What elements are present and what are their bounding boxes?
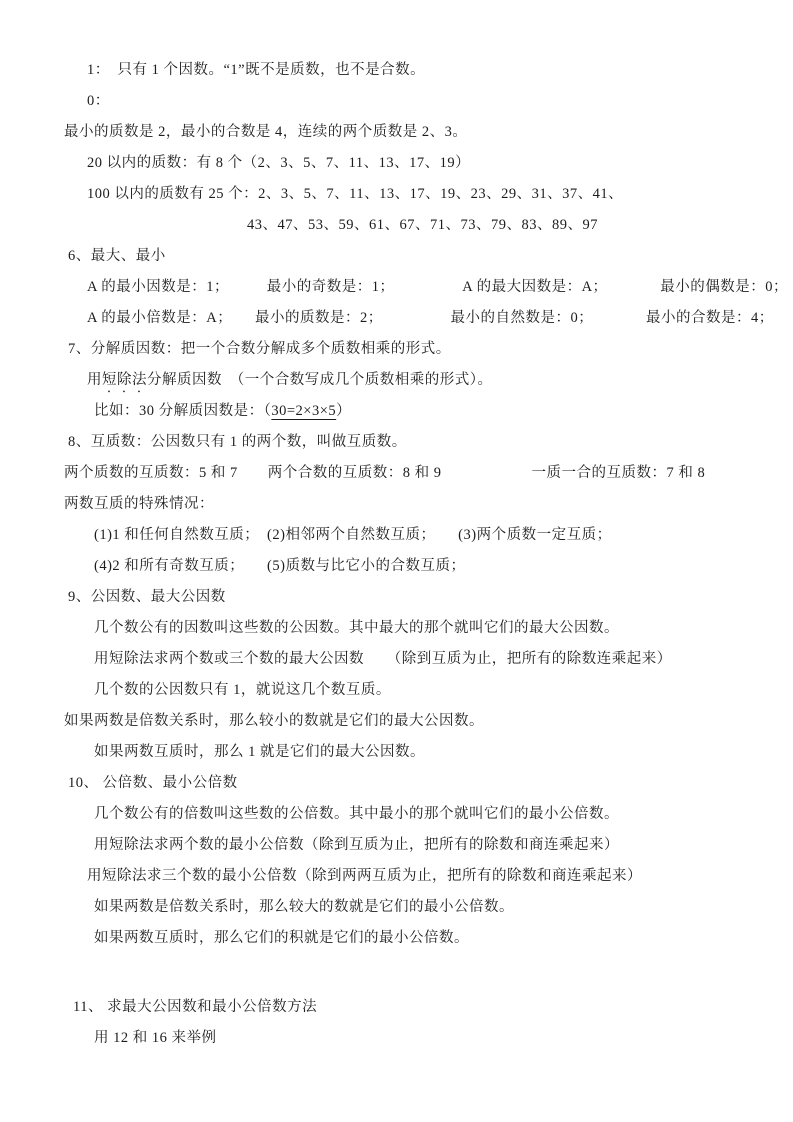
doc-line: A 的最小倍数是：A； 最小的质数是：2； 最小的自然数是：0； 最小的合数是：4；: [87, 310, 774, 326]
doc-line-prime-list-continuation: 43、47、53、59、61、67、71、73、79、83、89、97: [247, 217, 598, 233]
section-heading-7: 7、分解质因数：把一个合数分解成多个质数相乘的形式。: [68, 341, 451, 357]
doc-line: 用 12 和 16 来举例: [94, 1030, 217, 1046]
doc-line: 几个数的公因数只有 1，就说这几个数互质。: [94, 682, 391, 698]
section-heading-6: 6、最大、最小: [68, 248, 166, 264]
doc-line-short-division: [87, 365, 773, 396]
section-heading-11: 11、 求最大公因数和最小公倍数方法: [73, 999, 318, 1015]
doc-line-factorization-example: [94, 396, 773, 427]
doc-line: 用短除法求三个数的最小公倍数（除到两两互质为止，把所有的除数和商连乘起来）: [87, 868, 642, 884]
doc-line: 两数互质的特殊情况：: [64, 496, 214, 512]
doc-line: 0：: [87, 93, 110, 109]
doc-line: 如果两数互质时，那么 1 就是它们的最大公因数。: [94, 744, 425, 760]
section-heading-8: 8、互质数：公因数只有 1 的两个数，叫做互质数。: [68, 434, 407, 450]
doc-line: 100 以内的质数有 25 个：2、3、5、7、11、13、17、19、23、29、31、37、41、: [87, 186, 624, 202]
section-heading-10: 10、 公倍数、最小公倍数: [68, 775, 238, 791]
doc-text: ）: [336, 403, 352, 419]
section-heading-9: 9、公因数、最大公因数: [68, 589, 226, 605]
doc-line: (4)2 和所有奇数互质； (5)质数与比它小的合数互质；: [94, 558, 466, 574]
doc-text: 用: [87, 372, 102, 388]
doc-line: 用短除法求两个数或三个数的最大公因数 （除到互质为止，把所有的除数连乘起来）: [94, 651, 672, 667]
doc-line: 几个数公有的倍数叫这些数的公倍数。其中最小的那个就叫它们的最小公倍数。: [94, 806, 619, 822]
doc-line: 两个质数的互质数：5 和 7 两个合数的互质数：8 和 9 一质一合的互质数：7 和 8: [64, 465, 706, 481]
underlined-formula: 30=2×3×5: [271, 403, 337, 419]
doc-line: 用短除法求两个数的最小公倍数（除到互质为止，把所有的除数和商连乘起来）: [94, 837, 619, 853]
doc-line: 如果两数是倍数关系时，那么较大的数就是它们的最小公倍数。: [94, 899, 514, 915]
doc-line: (1)1 和任何自然数互质； (2)相邻两个自然数互质； (3)两个质数一定互质；: [94, 527, 612, 543]
doc-line: A 的最小因数是：1； 最小的奇数是：1； A 的最大因数是：A； 最小的偶数是：0；: [87, 279, 789, 295]
doc-text: 比如：30 分解质因数是：（: [94, 403, 272, 419]
emphasis-dots-text: 短除法: [102, 372, 147, 388]
doc-line: 如果两数互质时，那么它们的积就是它们的最小公倍数。: [94, 930, 469, 946]
doc-text: 分解质因数 （一个合数写成几个质数相乘的形式）。: [147, 372, 493, 388]
doc-line: 20 以内的质数：有 8 个（2、3、5、7、11、13、17、19）: [87, 155, 471, 171]
doc-line: 几个数公有的因数叫这些数的公因数。其中最大的那个就叫它们的最大公因数。: [94, 620, 619, 636]
doc-line: 1： 只有 1 个因数。“1”既不是质数，也不是合数。: [87, 62, 426, 78]
doc-line: 如果两数是倍数关系时，那么较小的数就是它们的最大公因数。: [64, 713, 484, 729]
document-body: [64, 55, 789, 1054]
doc-line: 最小的质数是 2，最小的合数是 4，连续的两个质数是 2、3。: [64, 124, 468, 140]
